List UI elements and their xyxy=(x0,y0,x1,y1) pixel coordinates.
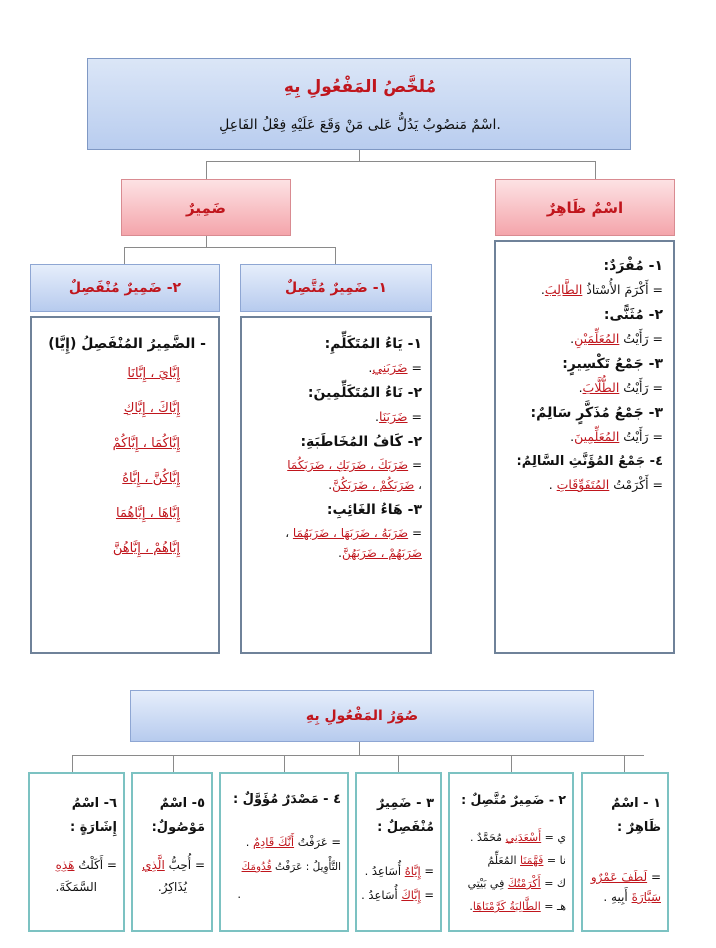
highlighted-word: الطُّلَّابَ xyxy=(582,380,620,395)
form-example: يُذَاكِرُ. xyxy=(157,880,187,894)
detached-pronoun-row: إِيَّاكُنَّ ، إِيَّاهُ xyxy=(122,471,180,486)
highlighted-word: ضَرَبَنَا xyxy=(378,409,408,424)
connector xyxy=(72,755,644,756)
item-example: = ضَرَبَنَا. xyxy=(374,409,422,424)
form-heading: ١ - اسْمٌ ظَاهِرٌ : xyxy=(611,796,661,835)
form-example: السَّمَكَةَ. xyxy=(55,880,97,894)
form-card xyxy=(219,772,349,932)
item-example: ضَرَبَهُمْ ، ضَرَبَهُنَّ. xyxy=(338,546,422,560)
connector xyxy=(284,755,285,772)
detached-pronoun-row: إِيَّايَ ، إِيَّانَا xyxy=(127,366,180,381)
explicit-item xyxy=(502,405,663,444)
form-card xyxy=(448,772,574,932)
attached-item xyxy=(246,385,422,424)
form-heading: ٥- اسْمٌ مَوْصُولٌ: xyxy=(151,796,205,835)
explicit-item xyxy=(502,258,663,297)
form-example: = لَطَفَ عَمْرٌو xyxy=(590,870,661,884)
item-heading: ٣- هَاءُ الغَائِبِ: xyxy=(326,502,422,518)
highlighted-word: أَكْرَمْتُكَ xyxy=(507,877,541,890)
highlighted-word: ضَرَبَكُمْ ، ضَرَبَكُنَّ xyxy=(332,478,415,492)
connector xyxy=(124,247,125,264)
item-heading: ١- يَاءُ المُتَكَلِّمِ: xyxy=(324,336,422,352)
form-example: = عَرَفْتُ أَنَّكَ قَادِمٌ . xyxy=(245,835,341,849)
explicit-item xyxy=(502,307,663,346)
detached-pronoun-row: إِيَّاهُمْ ، إِيَّاهُنَّ xyxy=(112,541,180,556)
detached-pronoun-row: إِيَّاهَا ، إِيَّاهُمَا xyxy=(116,506,180,521)
highlighted-word: فَهَّمَنَا xyxy=(520,854,544,867)
item-heading: ٢- نَاءُ المُتَكَلِّمِينَ: xyxy=(307,385,422,401)
highlighted-word: أَنَّكَ قَادِمٌ xyxy=(253,835,295,849)
highlighted-word: إِيَّاهُ xyxy=(404,864,421,878)
attached-pronoun-panel xyxy=(240,316,432,654)
highlighted-word: الطَّالِبَةُ كَرَّمْنَاهَا xyxy=(472,900,541,913)
item-example: = رَأَيْتُ المُعَلِّمَيْنِ. xyxy=(570,331,663,346)
attached-item xyxy=(246,502,422,560)
page-title: مُلخَّصُ المَفْعُولِ بِهِ xyxy=(283,77,437,97)
item-example: = أَكْرَمَ الأُسْتاذُ الطَّالِبَ. xyxy=(540,282,663,297)
form-example: = أَكَلْتُ هَذِهِ xyxy=(55,858,117,872)
form-card xyxy=(581,772,669,932)
form-heading: ٤ - مَصْدَرٌ مُؤَوَّلٌ : xyxy=(232,792,341,807)
form-example: التَّأْوِيلُ : عَرَفْتُ قُدُومَكَ xyxy=(241,861,341,873)
forms-title-box: صُوَرُ المَفْعُولِ بِهِ xyxy=(130,690,594,742)
title-box xyxy=(87,58,631,150)
form-card xyxy=(355,772,442,932)
item-heading: ١- مُفْرَدٌ: xyxy=(603,258,663,274)
definition-text: اسْمٌ مَنصُوبٌ يَدُلُّ عَلى مَنْ وَقَعَ عَلَيْهِ فِعْلُ الفَاعِلِ. xyxy=(219,117,501,133)
form-example: . xyxy=(237,887,241,901)
form-example: = إِيَّاكَ أُسَاعِدُ . xyxy=(361,888,434,902)
highlighted-word: إِيَّاكَ xyxy=(401,888,421,902)
form-heading: ٢ - ضَمِيرٌ مُتَّصِلٌ : xyxy=(461,792,566,807)
detached-pronoun-row: إِيَّاكَ ، إِيَّاكِ xyxy=(123,401,180,416)
highlighted-word: الطَّالِبَ xyxy=(544,282,583,297)
item-example: = ضَرَبَنِي. xyxy=(368,360,422,375)
highlighted-word: المُعَلِّمِينَ xyxy=(574,429,620,444)
highlighted-word: ضَرَبَهُمْ ، ضَرَبَهُنَّ xyxy=(342,546,422,560)
form-example: ي = أَسْعَدَنِي مُحَمَّدٌ . xyxy=(469,831,566,844)
item-heading: ٤- جَمْعُ المُؤَنَّثِ السَّالِمُ: xyxy=(516,454,663,469)
detached-pronoun-row: إِيَّاكُمَا ، إِيَّاكُمْ xyxy=(112,436,180,451)
form-heading: ٣ - ضَمِيرٌ مُنْفَصِلٌ : xyxy=(376,796,434,835)
highlighted-word: المُعَلِّمَيْنِ xyxy=(574,331,620,346)
item-example: = ضَرَبَكَ ، ضَرَبَكِ ، ضَرَبَكُمَا xyxy=(287,458,422,472)
highlighted-word: سَيَّارَةَ xyxy=(631,890,661,904)
pronoun-box: ضَمِيرٌ xyxy=(121,179,291,236)
highlighted-word: هَذِهِ xyxy=(55,858,75,872)
connector xyxy=(511,755,512,772)
connector xyxy=(206,161,596,162)
highlighted-word: لَطَفَ عَمْرٌو xyxy=(590,870,648,884)
highlighted-word: ضَرَبَهُ ، ضَرَبَهَا ، ضَرَبَهُمَا xyxy=(292,526,409,540)
attached-item xyxy=(246,336,422,375)
connector xyxy=(595,161,596,179)
connector xyxy=(359,742,360,756)
item-example: = أَكْرَمْتُ المُتَفَوِّقَاتِ . xyxy=(548,477,663,492)
explicit-item xyxy=(502,356,663,395)
form-example: = أُحِبُّ الَّذِي xyxy=(142,858,205,872)
item-heading: ٢- كَافُ المُخَاطَبَةِ: xyxy=(300,434,422,450)
item-heading: ٢- مُثَنًّى: xyxy=(603,307,663,323)
form-example: ك = أَكْرَمْتُكَ فِي بَيْتِي xyxy=(467,877,566,890)
form-heading: ٦- اسْمُ إِشَارَةٍ : xyxy=(69,796,117,835)
item-example: = رَأَيْتُ المُعَلِّمِينَ. xyxy=(570,429,663,444)
attached-pronoun-box: ١- ضَمِيرٌ مُتَّصِلٌ xyxy=(240,264,432,312)
form-example: = إِيَّاهُ أُسَاعِدُ . xyxy=(364,864,434,878)
highlighted-word: المُتَفَوِّقَاتِ xyxy=(556,477,610,492)
connector xyxy=(335,247,336,264)
explicit-noun-box: اسْمٌ ظَاهِرٌ xyxy=(495,179,675,236)
form-example: سَيَّارَةَ أَبِيهِ . xyxy=(603,890,661,904)
highlighted-word: ضَرَبَنِي xyxy=(372,360,408,375)
connector xyxy=(206,161,207,179)
form-card xyxy=(131,772,213,932)
highlighted-word: الَّذِي xyxy=(142,858,165,872)
connector xyxy=(72,755,73,772)
form-example: هـ = الطَّالِبَةُ كَرَّمْنَاهَا. xyxy=(469,900,566,913)
attached-item xyxy=(246,434,422,492)
detached-pronoun-panel xyxy=(30,316,220,654)
item-heading: ٣- جَمْعُ مُذَكَّرٍ سَالِمٌ: xyxy=(530,405,663,421)
connector xyxy=(173,755,174,772)
connector xyxy=(398,755,399,772)
item-example: = ضَرَبَهُ ، ضَرَبَهَا ، ضَرَبَهُمَا ، xyxy=(285,526,422,540)
connector xyxy=(124,247,336,248)
connector xyxy=(624,755,625,772)
item-example: = رَأَيْتُ الطُّلَّابَ. xyxy=(578,380,663,395)
item-example: ، ضَرَبَكُمْ ، ضَرَبَكُنَّ. xyxy=(328,478,422,492)
explicit-item xyxy=(502,454,663,492)
form-example: نا = فَهَّمَنَا المُعَلِّمُ xyxy=(487,854,566,867)
highlighted-word: أَسْعَدَنِي xyxy=(505,831,542,844)
item-heading: - الضَّمِيرُ المُنْفَصِلُ (إِيَّا) xyxy=(48,336,206,352)
form-card xyxy=(28,772,125,932)
explicit-noun-panel xyxy=(494,240,675,654)
detached-pronoun-box: ٢- ضَمِيرٌ مُنْفَصِلٌ xyxy=(30,264,220,312)
item-heading: ٣- جَمْعُ تَكْسِيرٍ: xyxy=(562,356,663,372)
highlighted-word: قُدُومَكَ xyxy=(241,861,272,873)
highlighted-word: ضَرَبَكَ ، ضَرَبَكِ ، ضَرَبَكُمَا xyxy=(287,458,409,472)
